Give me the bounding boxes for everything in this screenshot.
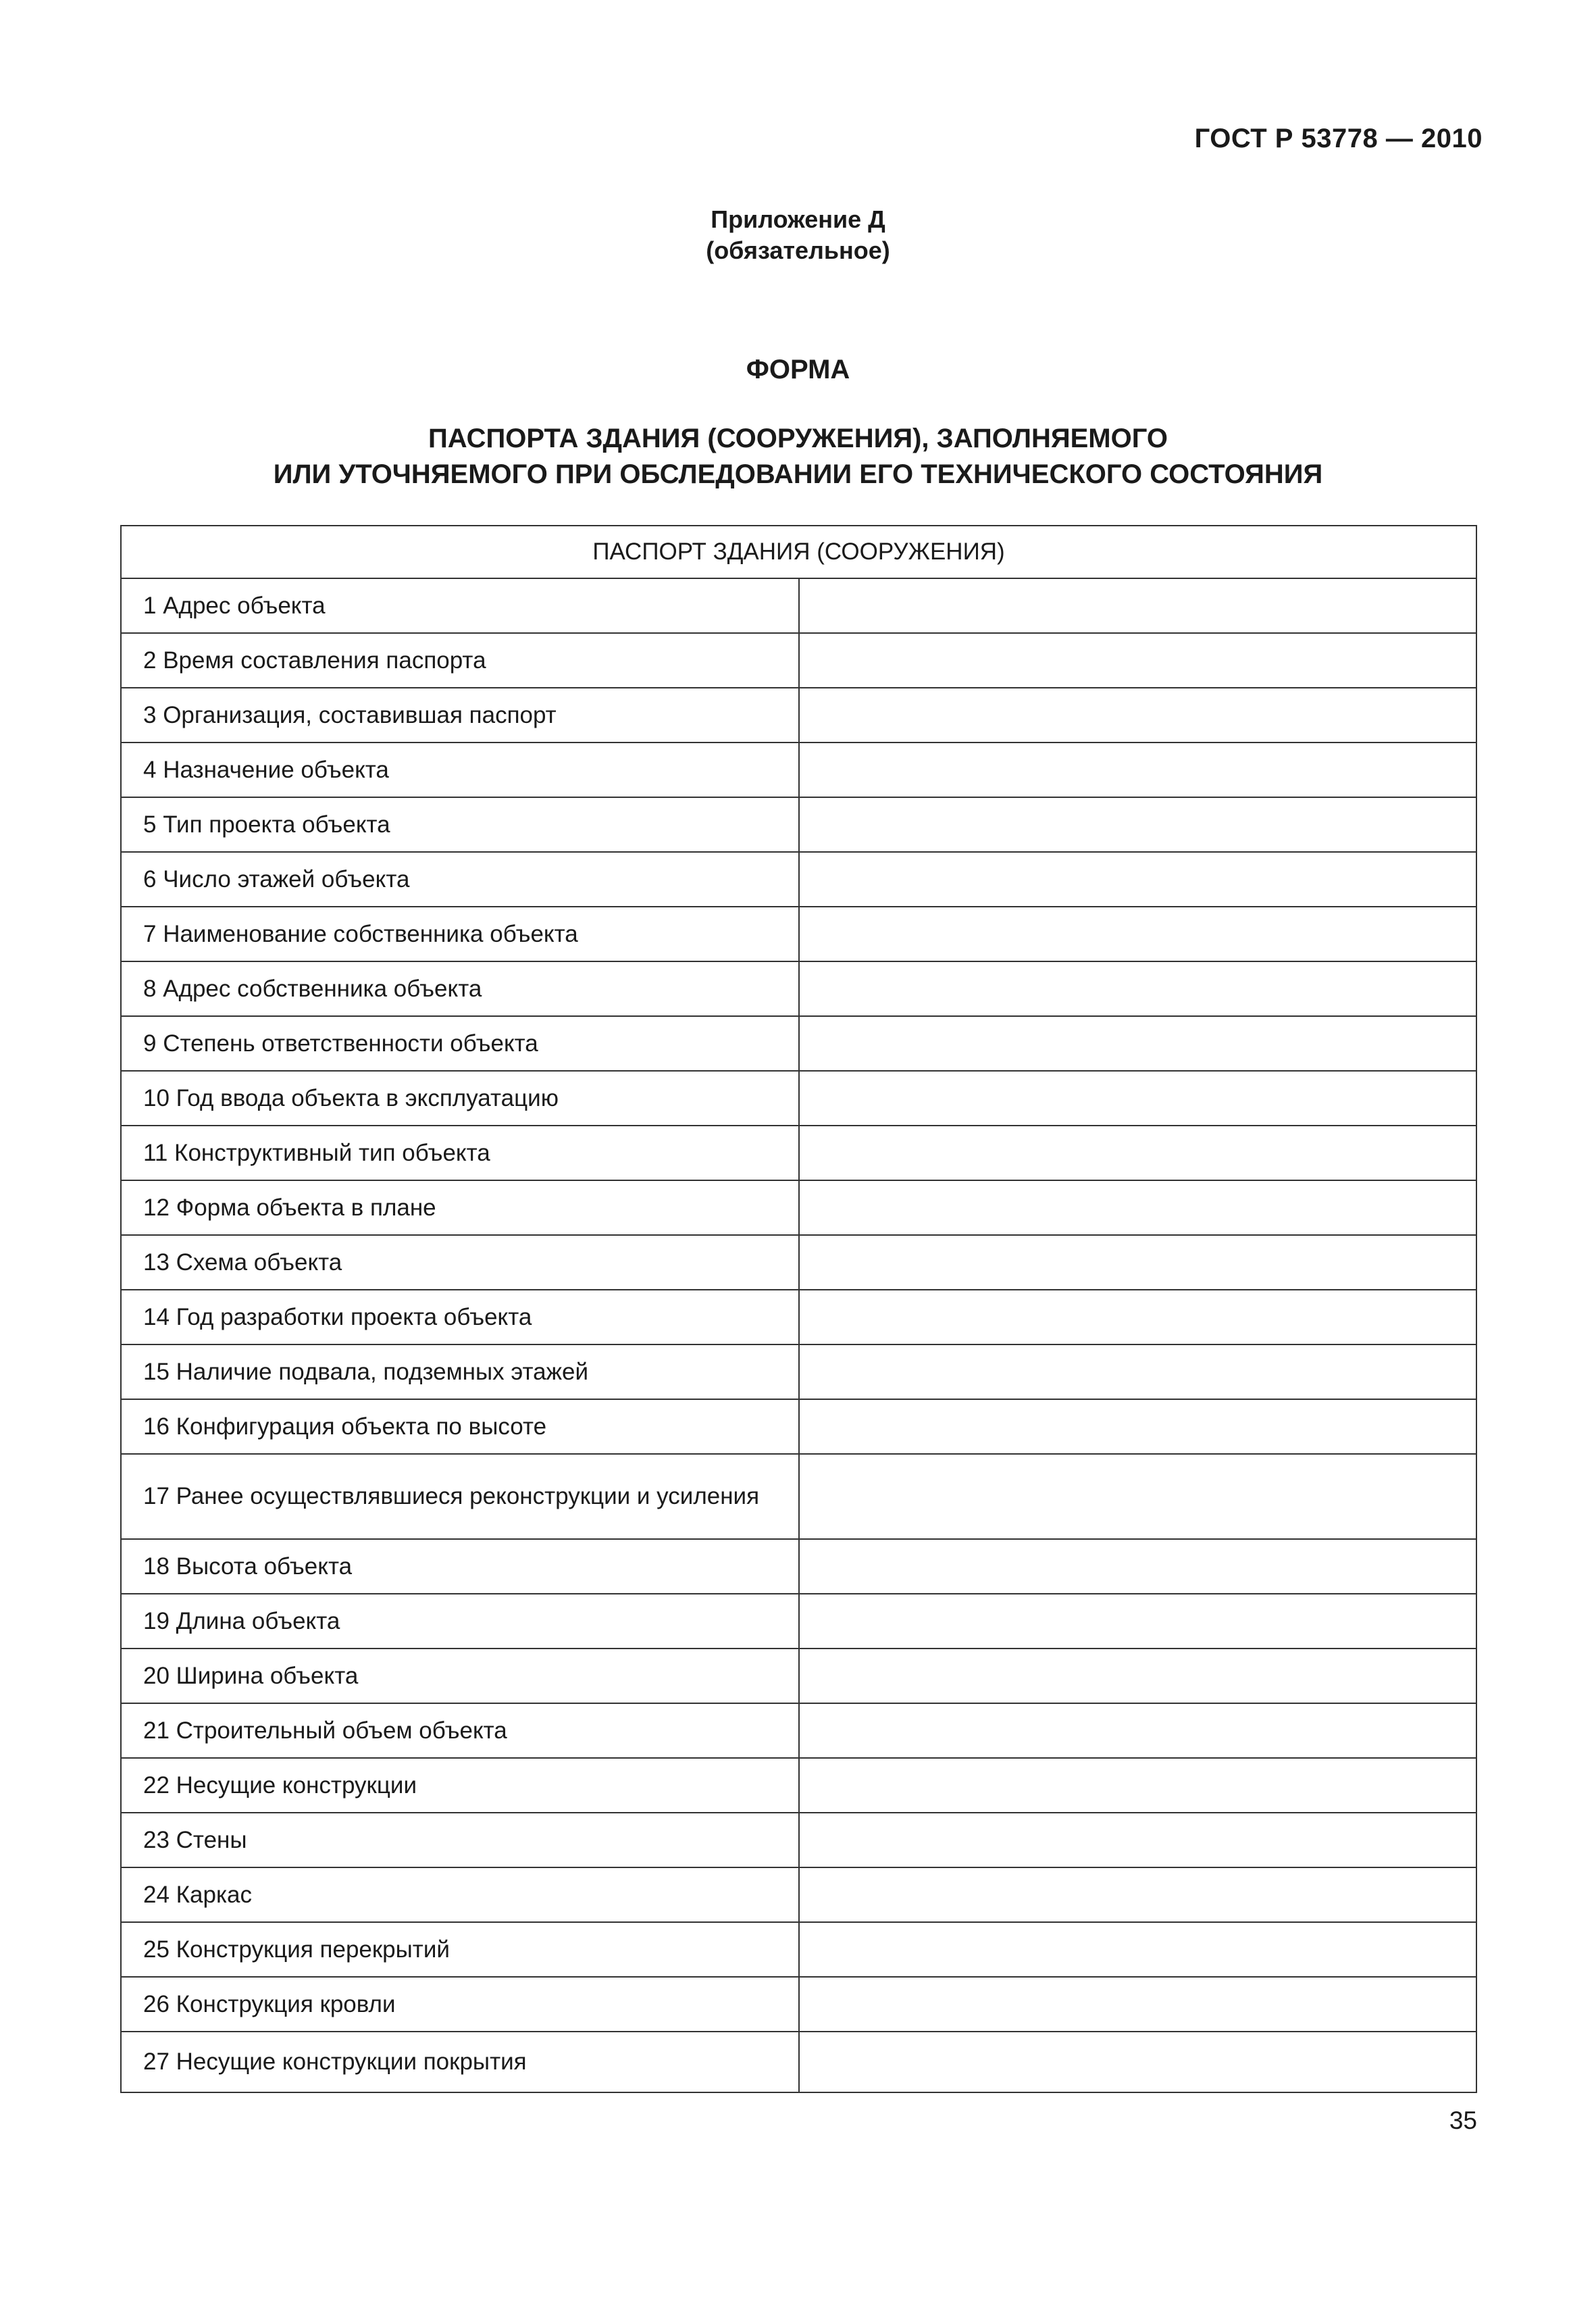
row-value[interactable] (799, 1016, 1477, 1071)
row-label: 11 Конструктивный тип объекта (121, 1126, 799, 1180)
row-value[interactable] (799, 743, 1477, 797)
table-row (121, 1290, 1476, 1344)
row-label: 25 Конструкция перекрытий (121, 1922, 799, 1977)
table-row (121, 797, 1476, 852)
row-label: 4 Назначение объекта (121, 743, 799, 797)
row-label: 6 Число этажей объекта (121, 852, 799, 907)
row-value[interactable] (799, 633, 1477, 688)
row-label: 3 Организация, составившая паспорт (121, 688, 799, 743)
row-label: 16 Конфигурация объекта по высоте (121, 1399, 799, 1454)
table-row (121, 1594, 1476, 1649)
row-value[interactable] (799, 1649, 1477, 1703)
row-label: 10 Год ввода объекта в эксплуатацию (121, 1071, 799, 1126)
table-row (121, 1399, 1476, 1454)
row-value[interactable] (799, 1399, 1477, 1454)
row-value[interactable] (799, 1703, 1477, 1758)
row-label: 14 Год разработки проекта объекта (121, 1290, 799, 1344)
row-value[interactable] (799, 1539, 1477, 1594)
row-value[interactable] (799, 1594, 1477, 1649)
row-label: 9 Степень ответственности объекта (121, 1016, 799, 1071)
table-row (121, 578, 1476, 633)
row-value[interactable] (799, 852, 1477, 907)
appendix-status: (обязательное) (706, 236, 890, 264)
table-row (121, 633, 1476, 688)
form-subtitle (0, 421, 1596, 493)
row-value[interactable] (799, 1922, 1477, 1977)
row-label: 19 Длина объекта (121, 1594, 799, 1649)
table-row (121, 1235, 1476, 1290)
form-subtitle-line-2: ИЛИ УТОЧНЯЕМОГО ПРИ ОБСЛЕДОВАНИИ ЕГО ТЕХНИЧЕСКОГО СОСТОЯНИЯ (273, 459, 1323, 489)
row-value[interactable] (799, 797, 1477, 852)
form-title: ФОРМА (746, 355, 850, 384)
table-row (121, 907, 1476, 961)
row-label: 18 Высота объекта (121, 1539, 799, 1594)
table-row (121, 1813, 1476, 1867)
row-value[interactable] (799, 1813, 1477, 1867)
table-row (121, 1867, 1476, 1922)
table-row (121, 961, 1476, 1016)
table-row (121, 1126, 1476, 1180)
row-label: 26 Конструкция кровли (121, 1977, 799, 2032)
row-label: 21 Строительный объем объекта (121, 1703, 799, 1758)
row-label: 8 Адрес собственника объекта (121, 961, 799, 1016)
row-value[interactable] (799, 1071, 1477, 1126)
table-row (121, 743, 1476, 797)
row-label: 23 Стены (121, 1813, 799, 1867)
row-value[interactable] (799, 1867, 1477, 1922)
row-value[interactable] (799, 1977, 1477, 2032)
row-label: 24 Каркас (121, 1867, 799, 1922)
table-header: ПАСПОРТ ЗДАНИЯ (СООРУЖЕНИЯ) (121, 526, 1476, 578)
row-value[interactable] (799, 907, 1477, 961)
row-label: 5 Тип проекта объекта (121, 797, 799, 852)
row-value[interactable] (799, 1454, 1477, 1539)
row-label: 15 Наличие подвала, подземных этажей (121, 1344, 799, 1399)
table-row (121, 1454, 1476, 1539)
table-row (121, 1977, 1476, 2032)
form-subtitle-line-1: ПАСПОРТА ЗДАНИЯ (СООРУЖЕНИЯ), ЗАПОЛНЯЕМОГО (428, 424, 1168, 453)
table-row (121, 1016, 1476, 1071)
row-value[interactable] (799, 1235, 1477, 1290)
table-row (121, 1071, 1476, 1126)
table-row (121, 1758, 1476, 1813)
standard-number: ГОСТ Р 53778 — 2010 (1194, 124, 1483, 153)
row-value[interactable] (799, 1180, 1477, 1235)
row-value[interactable] (799, 578, 1477, 633)
table-row (121, 688, 1476, 743)
table-row (121, 1922, 1476, 1977)
row-label: 20 Ширина объекта (121, 1649, 799, 1703)
row-label: 2 Время составления паспорта (121, 633, 799, 688)
row-value[interactable] (799, 1758, 1477, 1813)
passport-table (120, 525, 1477, 2093)
row-value[interactable] (799, 1344, 1477, 1399)
table-row (121, 852, 1476, 907)
appendix-heading (0, 204, 1596, 266)
row-label: 13 Схема объекта (121, 1235, 799, 1290)
table-row (121, 1344, 1476, 1399)
row-label: 17 Ранее осуществлявшиеся реконструкции и усиления (121, 1454, 799, 1539)
row-label: 27 Несущие конструкции покрытия (121, 2032, 799, 2092)
row-label: 22 Несущие конструкции (121, 1758, 799, 1813)
table-row (121, 1703, 1476, 1758)
table-header-row (121, 526, 1476, 578)
row-label: 1 Адрес объекта (121, 578, 799, 633)
table-row (121, 2032, 1476, 2092)
table-row (121, 1539, 1476, 1594)
row-label: 7 Наименование собственника объекта (121, 907, 799, 961)
appendix-title: Приложение Д (711, 205, 885, 233)
row-value[interactable] (799, 961, 1477, 1016)
row-value[interactable] (799, 2032, 1477, 2092)
row-value[interactable] (799, 1126, 1477, 1180)
row-value[interactable] (799, 1290, 1477, 1344)
row-value[interactable] (799, 688, 1477, 743)
page-number: 35 (1449, 2107, 1477, 2134)
table-row (121, 1180, 1476, 1235)
row-label: 12 Форма объекта в плане (121, 1180, 799, 1235)
table-row (121, 1649, 1476, 1703)
